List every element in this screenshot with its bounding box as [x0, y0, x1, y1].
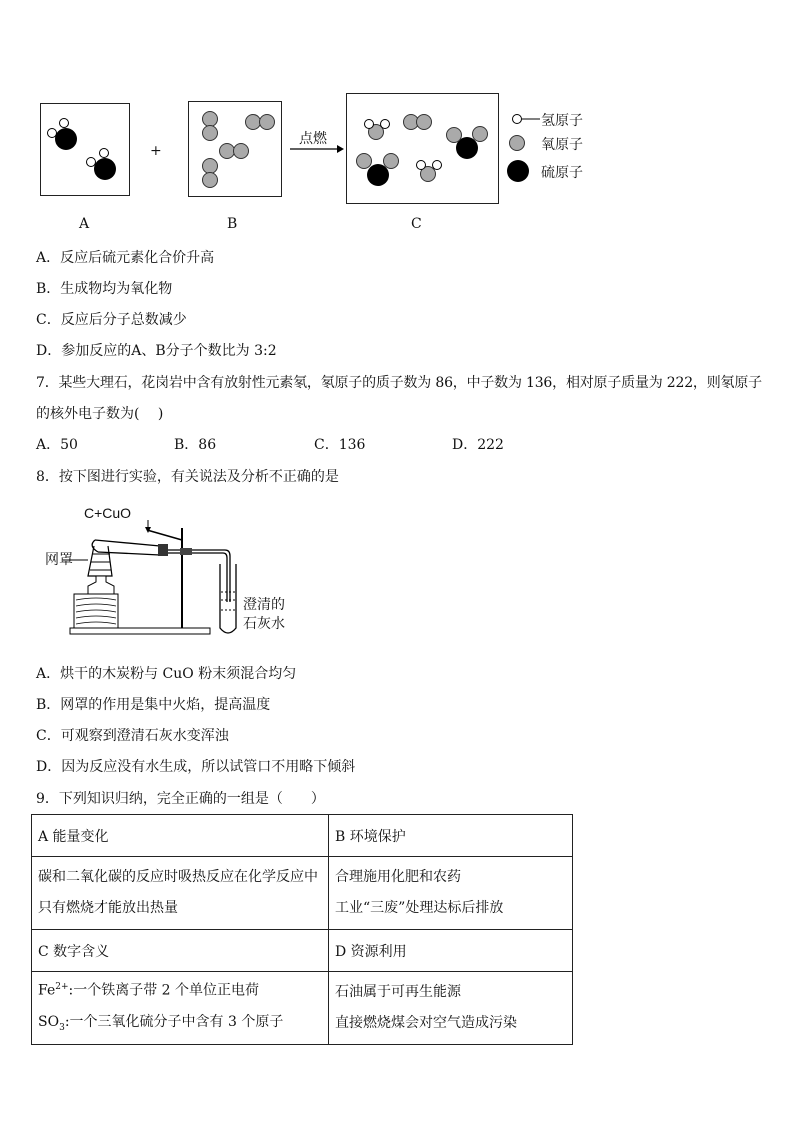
fe-ion-line: $Fe^{2+}$:一个铁离子带 2 个单位正电荷: [38, 982, 260, 999]
q7-option-b: B．86: [174, 437, 217, 453]
o2-molecule: [203, 159, 218, 188]
cell-b-title: B 环境保护: [329, 815, 573, 857]
box-a-molecules: [41, 104, 129, 195]
q8-option-c: C．可观察到澄清石灰水变浑浊: [36, 728, 229, 744]
hydrogen-atom-icon: [513, 115, 541, 124]
reaction-arrow-icon: [289, 143, 345, 155]
box-b-molecules: [189, 102, 281, 196]
q8-option-d: D．因为反应没有水生成，所以试管口不用略下倾斜: [36, 759, 356, 775]
box-a: [40, 103, 130, 196]
q8-option-b: B．网罩的作用是集中火焰，提高温度: [36, 697, 271, 713]
sulfur-atom-icon: [507, 160, 529, 182]
h2s-molecule: [87, 149, 117, 181]
reaction-condition: 点燃: [299, 131, 327, 147]
label-a: A: [79, 216, 90, 232]
q7-option-d: D．222: [452, 437, 504, 453]
legend-symbols: [506, 110, 546, 185]
q7-stem-line1: 7．某些大理石，花岗岩中含有放射性元素氡，氡原子的质子数为 86，中子数为 136，相对原子质量为 222，则氡原子: [36, 375, 762, 391]
o2-molecule: [220, 144, 249, 159]
box-c-molecules: [347, 94, 498, 203]
plus-sign: +: [150, 143, 162, 159]
oxygen-atom-icon: [510, 136, 525, 151]
legend-sulfur: 硫原子: [541, 165, 583, 181]
cell-b-content: 合理施用化肥和农药 工业“三废”处理达标后排放: [329, 857, 573, 930]
q8-stem: 8．按下图进行实验，有关说法及分析不正确的是: [36, 469, 339, 485]
h2s-molecule: [48, 119, 78, 151]
o2-molecule: [203, 112, 218, 141]
so3-line: $SO_3$:一个三氧化硫分子中含有 3 个原子: [38, 1013, 284, 1033]
cell-c-title: C 数字含义: [32, 930, 329, 972]
q6-option-c: C．反应后分子总数减少: [36, 312, 187, 328]
label-c: C: [411, 216, 422, 232]
q9-stem: 9．下列知识归纳，完全正确的一组是（ ）: [36, 791, 325, 807]
o2-molecule: [246, 115, 275, 130]
knowledge-table: [31, 814, 573, 1045]
box-c: [346, 93, 499, 204]
so2-molecule: [447, 127, 488, 160]
cell-c-content: [32, 972, 329, 1045]
label-mesh: 网罩: [45, 551, 73, 567]
legend-oxygen: 氧原子: [541, 137, 583, 153]
q6-option-a: A．反应后硫元素化合价升高: [36, 250, 215, 266]
h2o-molecule: [417, 161, 442, 182]
q8-option-a: A．烘干的木炭粉与 CuO 粉末须混合均匀: [36, 666, 297, 682]
h2o-molecule: [365, 120, 390, 140]
q6-option-b: B．生成物均为氧化物: [36, 281, 173, 297]
q7-stem-line2: 的核外电子数为( ): [36, 406, 164, 422]
cell-d-title: D 资源利用: [329, 930, 573, 972]
q7-option-a: A．50: [36, 437, 78, 453]
cell-d-content: 石油属于可再生能源 直接燃烧煤会对空气造成污染: [329, 972, 573, 1045]
q7-option-c: C．136: [314, 437, 366, 453]
o2-molecule: [404, 115, 432, 130]
label-b: B: [227, 216, 238, 232]
cell-a-title: A 能量变化: [32, 815, 329, 857]
cell-a-content: 碳和二氧化碳的反应时吸热反应在化学反应中 只有燃烧才能放出热量: [32, 857, 329, 930]
q6-option-d: D．参加反应的A、B分子个数比为 3:2: [36, 343, 277, 359]
label-limewater-2: 石灰水: [243, 615, 285, 631]
legend-hydrogen: 氢原子: [541, 113, 583, 129]
experiment-apparatus: [40, 520, 250, 640]
box-b: [188, 101, 282, 197]
label-reactant: C+CuO: [84, 505, 132, 521]
label-limewater-1: 澄清的: [243, 596, 285, 612]
so2-molecule: [357, 154, 399, 187]
